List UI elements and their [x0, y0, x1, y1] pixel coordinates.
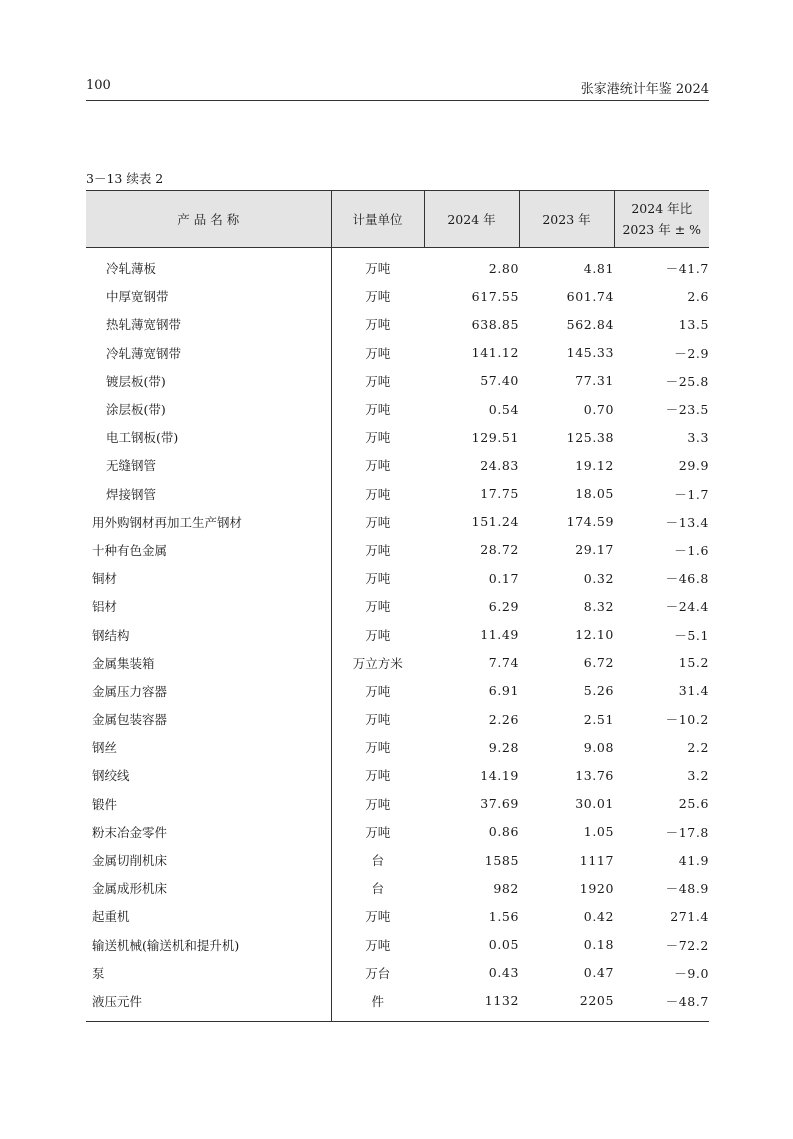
table-row — [86, 677, 709, 705]
change-percent-cell: －17.8 — [665, 824, 709, 840]
product-name-cell: 涂层板(带) — [86, 395, 331, 423]
product-name-cell: 起重机 — [86, 902, 331, 930]
value-2023-cell: 19.12 — [575, 457, 614, 473]
unit-cell: 万吨 — [365, 712, 391, 728]
value-2024-cell: 37.69 — [480, 796, 519, 812]
table-row — [86, 451, 709, 479]
unit-cell: 万吨 — [365, 768, 391, 784]
value-2023-cell: 5.26 — [583, 683, 614, 699]
table-row — [86, 480, 709, 508]
table-row — [86, 536, 709, 564]
header-unit: 计量单位 — [331, 191, 424, 248]
change-percent-cell: －10.2 — [665, 712, 709, 728]
value-2024-cell: 982 — [493, 880, 519, 896]
value-2023-cell: 0.18 — [583, 937, 614, 953]
unit-cell: 万吨 — [365, 345, 391, 361]
table-row — [86, 705, 709, 733]
unit-cell: 万吨 — [365, 373, 391, 389]
value-2024-cell: 6.29 — [488, 598, 519, 614]
change-percent-cell: －48.7 — [614, 987, 709, 1022]
table-row — [86, 761, 709, 789]
unit-cell: 万吨 — [365, 909, 391, 925]
value-2024-cell: 0.05 — [488, 937, 519, 953]
unit-cell: 万吨 — [365, 796, 391, 812]
value-2024-cell: 638.85 — [471, 316, 519, 332]
page-number: 100 — [86, 78, 111, 93]
value-2024-cell: 151.24 — [471, 514, 519, 530]
header-2023: 2023 年 — [519, 191, 614, 248]
product-name-cell: 粉末冶金零件 — [86, 818, 331, 846]
table-row — [86, 620, 709, 648]
value-2023-cell: 2205 — [519, 987, 614, 1022]
change-percent-cell: 3.2 — [687, 767, 709, 783]
change-percent-cell: 3.3 — [687, 429, 709, 445]
change-percent-cell: 29.9 — [678, 457, 709, 473]
unit-cell: 万吨 — [365, 599, 391, 615]
unit-cell: 万吨 — [365, 542, 391, 558]
running-header — [86, 78, 709, 101]
product-name-cell: 镀层板(带) — [86, 367, 331, 395]
change-percent-cell: －2.9 — [674, 345, 709, 361]
table-row — [86, 564, 709, 592]
value-2023-cell: 13.76 — [575, 767, 614, 783]
table-row — [86, 367, 709, 395]
header-2024: 2024 年 — [424, 191, 519, 248]
value-2024-cell: 617.55 — [471, 288, 519, 304]
change-percent-cell: －48.9 — [665, 881, 709, 897]
table-row — [86, 959, 709, 987]
product-name-cell: 热轧薄宽钢带 — [86, 310, 331, 338]
value-2023-cell: 0.47 — [583, 965, 614, 981]
value-2024-cell: 6.91 — [488, 683, 519, 699]
value-2024-cell: 141.12 — [471, 345, 519, 361]
product-name-cell: 金属集装箱 — [86, 649, 331, 677]
value-2024-cell: 1.56 — [488, 908, 519, 924]
unit-cell: 万吨 — [365, 458, 391, 474]
value-2023-cell: 4.81 — [583, 260, 614, 276]
value-2024-cell: 17.75 — [480, 486, 519, 502]
value-2023-cell: 0.70 — [583, 401, 614, 417]
change-percent-cell: 25.6 — [678, 796, 709, 812]
value-2023-cell: 9.08 — [583, 739, 614, 755]
value-2024-cell: 57.40 — [480, 373, 519, 389]
table-row — [86, 790, 709, 818]
product-name-cell: 电工钢板(带) — [86, 423, 331, 451]
change-percent-cell: 31.4 — [678, 683, 709, 699]
value-2023-cell: 125.38 — [566, 429, 614, 445]
change-percent-cell: 271.4 — [670, 908, 709, 924]
product-name-cell: 冷轧薄宽钢带 — [86, 339, 331, 367]
change-percent-cell: －41.7 — [665, 261, 709, 277]
product-output-table — [86, 190, 709, 1022]
value-2023-cell: 29.17 — [575, 542, 614, 558]
change-percent-cell: －13.4 — [665, 514, 709, 530]
product-name-cell: 金属成形机床 — [86, 874, 331, 902]
value-2023-cell: 0.42 — [583, 908, 614, 924]
change-percent-cell: －1.6 — [674, 542, 709, 558]
table-row — [86, 649, 709, 677]
table-row — [86, 339, 709, 367]
value-2023-cell: 0.32 — [583, 570, 614, 586]
product-name-cell: 焊接钢管 — [86, 480, 331, 508]
value-2023-cell: 1920 — [579, 880, 614, 896]
value-2023-cell: 18.05 — [575, 486, 614, 502]
value-2023-cell: 6.72 — [583, 655, 614, 671]
table-row — [86, 846, 709, 874]
unit-cell: 万吨 — [365, 430, 391, 446]
change-percent-cell: －24.4 — [665, 599, 709, 615]
value-2023-cell: 12.10 — [575, 627, 614, 643]
value-2023-cell: 2.51 — [583, 711, 614, 727]
table-row — [86, 310, 709, 338]
product-name-cell: 泵 — [86, 959, 331, 987]
change-percent-cell: －9.0 — [674, 965, 709, 981]
unit-cell: 万台 — [365, 965, 391, 981]
unit-cell: 万吨 — [365, 289, 391, 305]
value-2024-cell: 1132 — [424, 987, 519, 1022]
value-2024-cell: 14.19 — [480, 767, 519, 783]
change-percent-cell: －25.8 — [665, 373, 709, 389]
value-2024-cell: 24.83 — [480, 457, 519, 473]
value-2024-cell: 2.80 — [488, 260, 519, 276]
change-percent-cell: 15.2 — [678, 655, 709, 671]
table-row — [86, 592, 709, 620]
value-2023-cell: 1117 — [579, 852, 614, 868]
unit-cell: 万吨 — [365, 514, 391, 530]
value-2024-cell: 2.26 — [488, 711, 519, 727]
table-row — [86, 902, 709, 930]
unit-cell: 台 — [371, 853, 384, 869]
table-row — [86, 282, 709, 310]
header-product-name: 产 品 名 称 — [86, 191, 331, 248]
product-name-cell: 中厚宽钢带 — [86, 282, 331, 310]
unit-cell: 万吨 — [365, 402, 391, 418]
change-percent-cell: 2.2 — [687, 739, 709, 755]
table-row — [86, 395, 709, 423]
unit-cell: 件 — [331, 987, 424, 1022]
product-name-cell: 十种有色金属 — [86, 536, 331, 564]
change-percent-cell: 41.9 — [678, 852, 709, 868]
unit-cell: 台 — [371, 881, 384, 897]
change-percent-cell: －72.2 — [665, 937, 709, 953]
value-2024-cell: 1585 — [484, 852, 519, 868]
table-row — [86, 987, 709, 1022]
value-2023-cell: 601.74 — [566, 288, 614, 304]
table-row — [86, 248, 709, 283]
product-name-cell: 钢绞线 — [86, 761, 331, 789]
value-2024-cell: 0.86 — [488, 824, 519, 840]
value-2024-cell: 9.28 — [488, 739, 519, 755]
unit-cell: 万吨 — [365, 627, 391, 643]
product-name-cell: 钢结构 — [86, 620, 331, 648]
table-row — [86, 508, 709, 536]
value-2023-cell: 77.31 — [575, 373, 614, 389]
header-change — [614, 191, 709, 248]
table-row — [86, 423, 709, 451]
value-2024-cell: 129.51 — [471, 429, 519, 445]
product-name-cell: 冷轧薄板 — [86, 248, 331, 283]
table-caption: 3－13 续表 2 — [86, 171, 164, 186]
header-change-line2: 2023 年 ± % — [622, 222, 702, 237]
change-percent-cell: －1.7 — [674, 486, 709, 502]
value-2023-cell: 562.84 — [566, 316, 614, 332]
table-row — [86, 733, 709, 761]
unit-cell: 万吨 — [365, 824, 391, 840]
unit-cell: 万吨 — [365, 317, 391, 333]
value-2023-cell: 30.01 — [575, 796, 614, 812]
value-2024-cell: 28.72 — [480, 542, 519, 558]
unit-cell: 万吨 — [365, 683, 391, 699]
value-2024-cell: 7.74 — [488, 655, 519, 671]
product-name-cell: 锻件 — [86, 790, 331, 818]
change-percent-cell: －46.8 — [665, 571, 709, 587]
product-name-cell: 金属切削机床 — [86, 846, 331, 874]
product-name-cell: 铜材 — [86, 564, 331, 592]
value-2024-cell: 0.17 — [488, 570, 519, 586]
unit-cell: 万吨 — [365, 937, 391, 953]
table-row — [86, 818, 709, 846]
value-2024-cell: 0.54 — [488, 401, 519, 417]
header-change-line1: 2024 年比 — [631, 201, 693, 216]
value-2023-cell: 1.05 — [583, 824, 614, 840]
product-name-cell: 铝材 — [86, 592, 331, 620]
value-2023-cell: 174.59 — [566, 514, 614, 530]
product-name-cell: 钢丝 — [86, 733, 331, 761]
unit-cell: 万吨 — [365, 740, 391, 756]
product-name-cell: 金属包装容器 — [86, 705, 331, 733]
change-percent-cell: 13.5 — [678, 316, 709, 332]
unit-cell: 万吨 — [365, 261, 391, 277]
product-name-cell: 无缝钢管 — [86, 451, 331, 479]
change-percent-cell: －5.1 — [674, 627, 709, 643]
unit-cell: 万吨 — [365, 571, 391, 587]
value-2024-cell: 11.49 — [480, 627, 519, 643]
table-header-row — [86, 191, 709, 248]
product-name-cell: 用外购钢材再加工生产钢材 — [86, 508, 331, 536]
book-title: 张家港统计年鉴 2024 — [580, 82, 709, 97]
value-2024-cell: 0.43 — [488, 965, 519, 981]
unit-cell: 万立方米 — [352, 655, 403, 671]
table-row — [86, 931, 709, 959]
product-name-cell: 液压元件 — [86, 987, 331, 1022]
table-body — [86, 248, 709, 1022]
value-2023-cell: 8.32 — [583, 598, 614, 614]
product-name-cell: 输送机械(输送机和提升机) — [86, 931, 331, 959]
table-row — [86, 874, 709, 902]
change-percent-cell: 2.6 — [687, 288, 709, 304]
product-name-cell: 金属压力容器 — [86, 677, 331, 705]
value-2023-cell: 145.33 — [566, 345, 614, 361]
unit-cell: 万吨 — [365, 486, 391, 502]
change-percent-cell: －23.5 — [665, 402, 709, 418]
